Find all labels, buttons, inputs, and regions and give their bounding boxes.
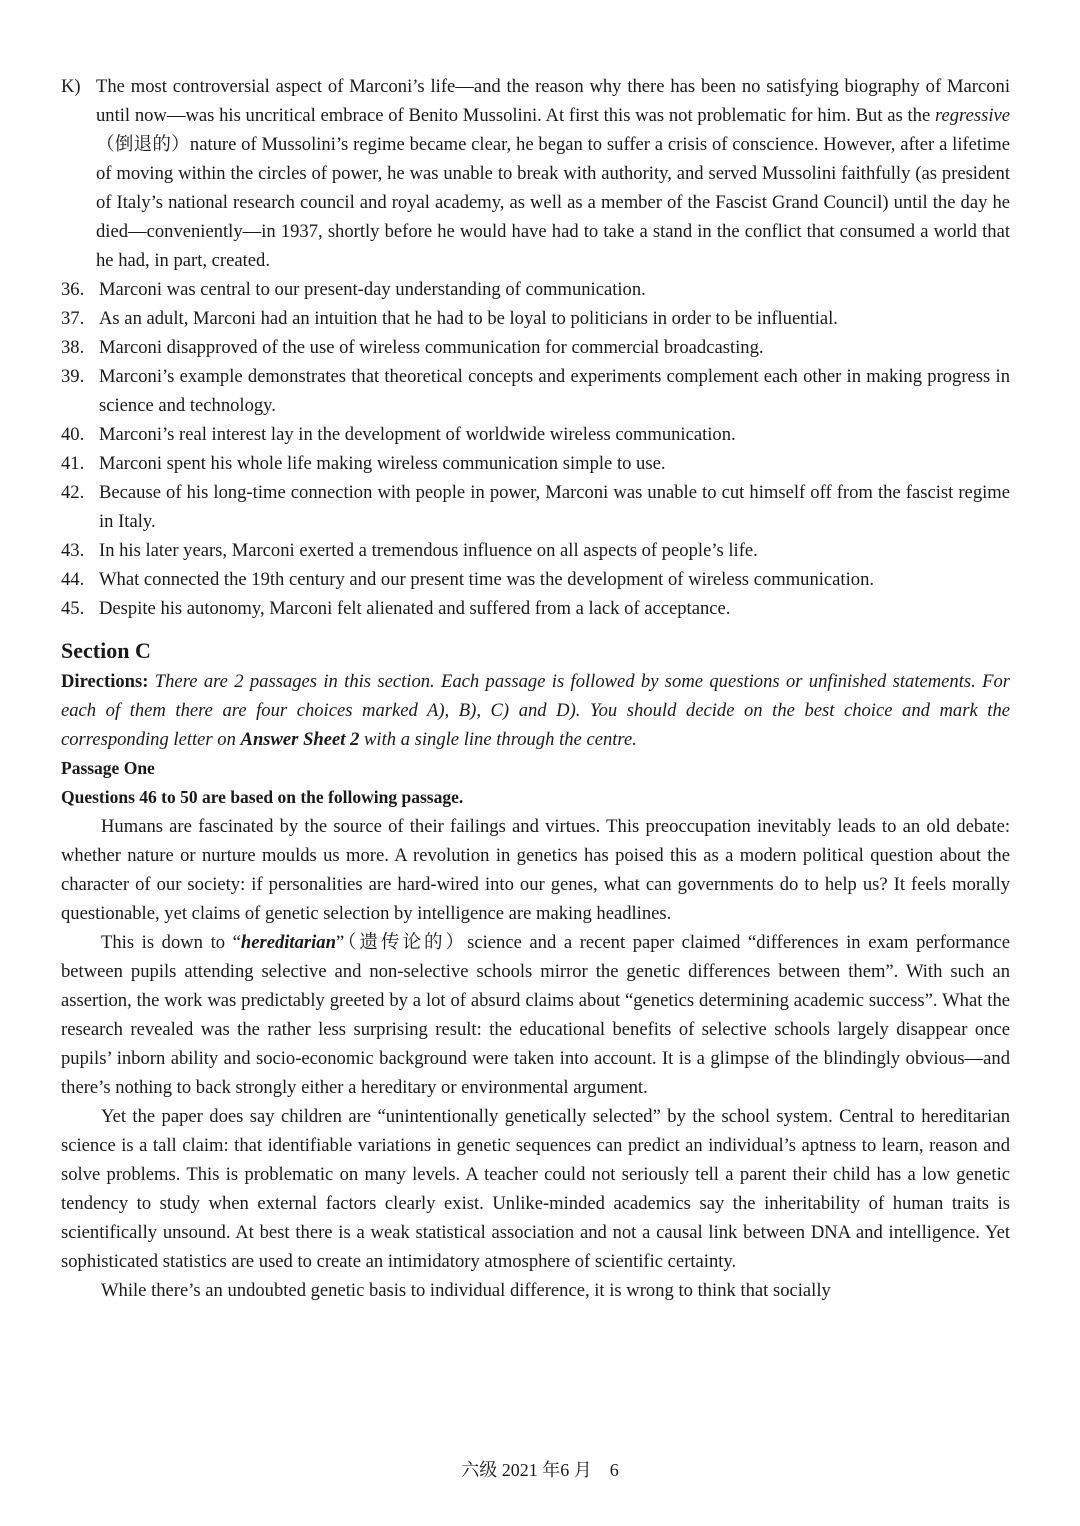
passage-paragraph: While there’s an undoubted genetic basis to individual difference, it is wrong to think that socially bbox=[101, 1280, 831, 1301]
directions bbox=[61, 667, 1010, 754]
directions-text: There are 2 passages in this section. Each passage is followed by some questions or unfinished statements. For each of them there are four choices marked A), B), C) and D). You should decide on the best choice and mark the corresponding letter on bbox=[61, 671, 1010, 750]
statement-list bbox=[61, 275, 1010, 623]
statement-item bbox=[61, 594, 1010, 623]
statement-number: 40. bbox=[61, 424, 85, 445]
statement-number: 42. bbox=[61, 482, 85, 503]
statement-text: What connected the 19th century and our present time was the development of wireless communication. bbox=[99, 569, 875, 590]
paragraph-text: nature of Mussolini’s regime became clear, he began to suffer a crisis of conscience. However, after a lifetime of moving within the circles of power, he was unable to break with authority, and served Mussolini faithfully (as president of Italy’s national research council and royal academy, as well as a member of the Fascist Grand Council) until the day he died—conveniently—in 1937, shortly before he would have had to take a stand in the conflict that consumed a world that he had, in part, created. bbox=[96, 134, 1010, 271]
directions-text: with a single line through the centre. bbox=[359, 729, 637, 750]
statement-item bbox=[61, 362, 1010, 420]
statement-text: Marconi’s real interest lay in the development of worldwide wireless communication. bbox=[99, 424, 736, 445]
chinese-gloss: （倒退的） bbox=[96, 134, 190, 155]
statement-number: 43. bbox=[61, 540, 85, 561]
italic-term: hereditarian bbox=[240, 932, 336, 953]
directions-label: Directions: bbox=[61, 671, 149, 692]
statement-item bbox=[61, 478, 1010, 536]
statement-item bbox=[61, 449, 1010, 478]
statement-number: 36. bbox=[61, 279, 85, 300]
statement-number: 44. bbox=[61, 569, 85, 590]
paragraph-body bbox=[96, 72, 1010, 275]
statement-item bbox=[61, 565, 1010, 594]
statement-item bbox=[61, 304, 1010, 333]
paragraph-text: The most controversial aspect of Marconi’s life—and the reason why there has been no satisfying biography of Marconi until now—was his uncritical embrace of Benito Mussolini. At first this was not problematic for him. But as the bbox=[96, 76, 1010, 126]
page-number: 6 bbox=[609, 1460, 619, 1480]
statement-item bbox=[61, 536, 1010, 565]
footer-text: 六级 2021 年6 月 bbox=[461, 1460, 592, 1480]
passage-title: Passage One bbox=[61, 758, 155, 778]
statement-text: Marconi disapproved of the use of wireless communication for commercial broadcasting. bbox=[99, 337, 764, 358]
statement-text: Despite his autonomy, Marconi felt alienated and suffered from a lack of acceptance. bbox=[99, 598, 731, 619]
statement-number: 37. bbox=[61, 308, 85, 329]
section-title: Section C bbox=[61, 638, 151, 663]
statement-text: Marconi spent his whole life making wireless communication simple to use. bbox=[99, 453, 666, 474]
chinese-gloss: ”（遗传论的） bbox=[335, 932, 468, 953]
passage-paragraph: Humans are fascinated by the source of their failings and virtues. This preoccupation inevitably leads to an old debate: whether nature or nurture moulds us more. A revolution in genetics has poised this as a modern political question about the character of our society: if personalities are hard-wired into our genes, what can governments do to help us? It feels morally questionable, yet claims of genetic selection by intelligence are making headlines. bbox=[61, 816, 1010, 924]
paragraph-k bbox=[61, 72, 1010, 275]
statement-item bbox=[61, 275, 1010, 304]
statement-number: 39. bbox=[61, 366, 85, 387]
paragraph-label: K) bbox=[61, 76, 81, 97]
answer-sheet-ref: Answer Sheet 2 bbox=[240, 729, 360, 750]
passage-paragraph: Yet the paper does say children are “unintentionally genetically selected” by the school system. Central to hereditarian science is a tall claim: that identifiable variations in genetic sequences can predict an individual’s aptness to learn, reason and solve problems. This is problematic on many levels. A teacher could not seriously tell a parent their child has a low genetic tendency to study when external factors clearly exist. Unlike-minded academics say the inheritability of human traits is scientifically unsound. At best there is a weak statistical association and not a causal link between DNA and intelligence. Yet sophisticated statistics are used to create an intimidatory atmosphere of scientific certainty. bbox=[61, 1106, 1010, 1272]
statement-text: Marconi was central to our present-day understanding of communication. bbox=[99, 279, 646, 300]
paragraph-text: This is down to “ bbox=[101, 932, 241, 953]
statement-item bbox=[61, 420, 1010, 449]
statement-text: As an adult, Marconi had an intuition that he had to be loyal to politicians in order to be influential. bbox=[99, 308, 838, 329]
statement-number: 41. bbox=[61, 453, 85, 474]
statement-text: Marconi’s example demonstrates that theoretical concepts and experiments complement each other in making progress in science and technology. bbox=[99, 366, 1010, 416]
statement-item bbox=[61, 333, 1010, 362]
statement-number: 45. bbox=[61, 598, 85, 619]
paragraph-text: science and a recent paper claimed “differences in exam performance between pupils attending selective and non-selective schools mirror the genetic differences between them”. With such an assertion, the work was predictably greeted by a lot of absurd claims about “genetics determining academic success”. What the research revealed was the rather less surprising result: the educational benefits of selective schools largely disappear once pupils’ inborn ability and socio-economic background were taken into account. It is a glimpse of the blindingly obvious—and there’s nothing to back strongly either a hereditary or environmental argument. bbox=[61, 932, 1011, 1098]
italic-term: regressive bbox=[934, 105, 1010, 126]
page-footer bbox=[0, 1456, 1080, 1485]
statement-text: In his later years, Marconi exerted a tremendous influence on all aspects of people’s life. bbox=[99, 540, 758, 561]
passage-paragraph bbox=[61, 928, 1010, 1102]
statement-number: 38. bbox=[61, 337, 85, 358]
statement-text: Because of his long-time connection with people in power, Marconi was unable to cut himself off from the fascist regime in Italy. bbox=[99, 482, 1010, 532]
questions-note: Questions 46 to 50 are based on the following passage. bbox=[61, 787, 464, 807]
